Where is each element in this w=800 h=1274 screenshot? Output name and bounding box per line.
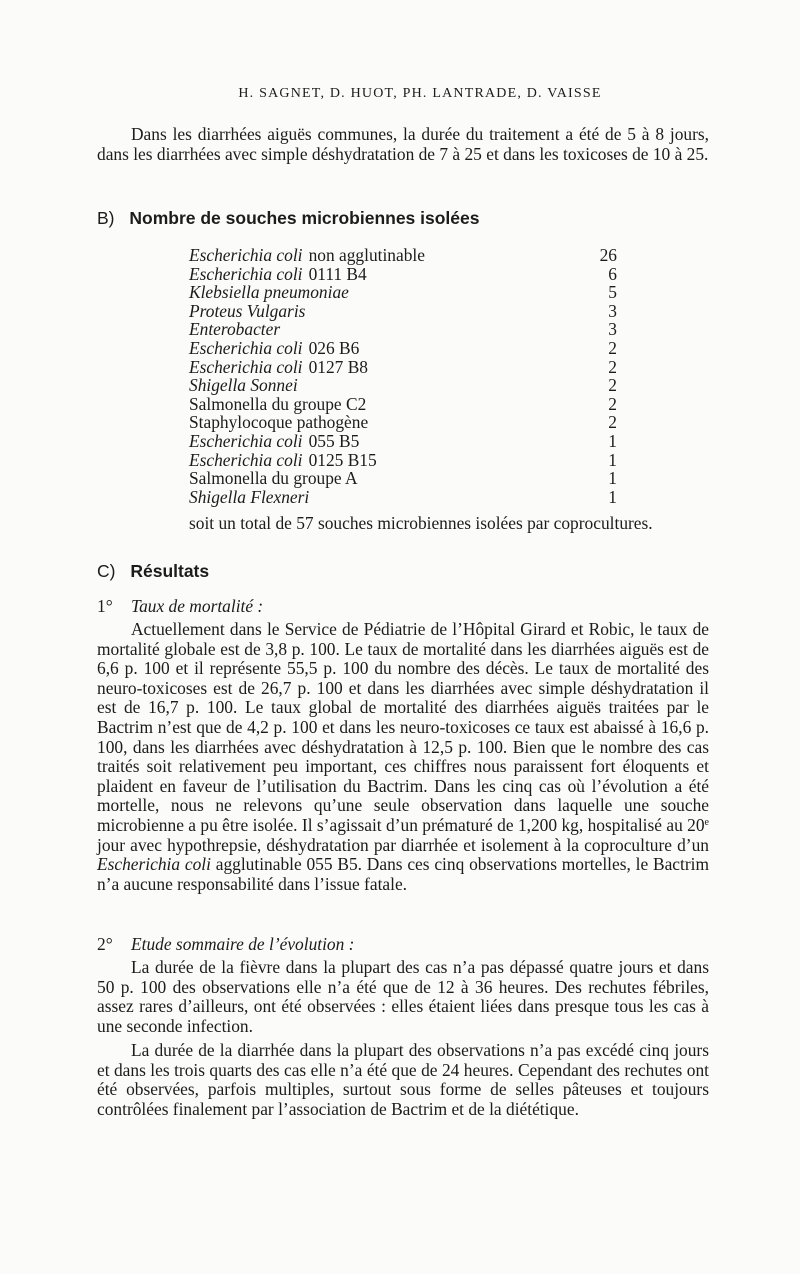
- strain-row: [189, 265, 617, 284]
- strain-count: 2: [608, 393, 617, 414]
- strain-row: [189, 339, 617, 358]
- subheading-mortality-title: Taux de mortalité :: [131, 596, 264, 616]
- subheading-mortality: [97, 596, 263, 617]
- strain-row: [189, 283, 617, 302]
- running-head: H. SAGNET, D. HUOT, PH. LANTRADE, D. VAISSE: [238, 86, 602, 101]
- strain-count: 1: [608, 486, 617, 507]
- strain-row: [189, 432, 617, 451]
- section-b-heading: [97, 208, 480, 229]
- intro-paragraph: Dans les diarrhées aiguës communes, la durée du traitement a été de 5 à 8 jours, dans les diarrhées avec simple déshydratation de 7 à 25 et dans les toxicoses de 10 à 25.: [97, 124, 709, 164]
- strain-genus: Escherichia coli: [189, 430, 303, 451]
- strain-genus: Enterobacter: [189, 319, 281, 340]
- strain-genus: Escherichia coli: [189, 449, 303, 470]
- strain-row: [189, 246, 617, 265]
- section-c-letter: C): [97, 561, 116, 581]
- strain-row: [189, 358, 617, 377]
- strain-suffix: Staphylocoque pathogène: [189, 412, 369, 433]
- evolution-paragraph-2: La durée de la diarrhée dans la plupart des observations n’a pas excédé cinq jours et dans les trois quarts des cas elle n’a été que de 24 heures. Cependant des rechutes ont été observées, parfois multiples, surtout sous forme de selles pâteuses et toujours contrôlées finalement par l’association de Bactrim et de la diététique.: [97, 1040, 709, 1119]
- strain-suffix: 0111 B4: [308, 263, 367, 284]
- strain-name: [189, 358, 368, 377]
- strain-name: [189, 320, 280, 339]
- strain-count: 2: [608, 375, 617, 396]
- mortality-paragraph: [97, 620, 709, 894]
- strain-suffix: 055 B5: [308, 430, 360, 451]
- strain-name: [189, 488, 309, 507]
- strain-genus: Escherichia coli: [189, 356, 303, 377]
- strain-count: 1: [608, 449, 617, 470]
- strains-total: soit un total de 57 souches microbiennes isolées par coprocultures.: [189, 513, 653, 533]
- strain-count: 3: [608, 319, 617, 340]
- strain-genus: Shigella Flexneri: [189, 486, 310, 507]
- strain-genus: Shigella Sonnei: [189, 375, 298, 396]
- mortality-text-3: agglutinable 055 B5. Dans ces cinq observations mortelles, le Bactrim n’a aucune responsabilité dans l’issue fatale.: [97, 854, 709, 894]
- strain-name: [189, 376, 298, 395]
- strain-suffix: 0125 B15: [308, 449, 377, 470]
- strain-count: 6: [608, 263, 617, 284]
- subheading-mortality-number: 1°: [97, 596, 113, 616]
- strain-name: [189, 395, 366, 414]
- mortality-text-1: Actuellement dans le Service de Pédiatrie de l’Hôpital Girard et Robic, le taux de mortalité globale est de 3,8 p. 100. Le taux de mortalité dans les diarrhées aiguës est de 6,6 p. 100 et il représente 55,5 p. 100 du nombre des décès. Le taux de mortalité des neuro-toxicoses est de 26,7 p. 100 et dans les diarrhées avec simple déshydratation il est de 16,7 p. 100. Le taux global de mortalité des diarrhées aiguës traitées par le Bactrim n’est que de 4,2 p. 100 et dans les neuro-toxicoses ce taux est abaissé à 16,6 p. 100, dans les diarrhées avec déshydratation à 12,5 p. 100. Bien que le nombre des cas traités soit relativement peu important, ces chiffres nous paraissent fort éloquents et plaident en faveur de l’utilisation du Bactrim. Dans les cinq cas où l’évolution a été mortelle, nous ne relevons qu’une seule observation dans laquelle une souche microbienne a pu être isolée. Il s’agissait d’un prématuré de 1,200 kg, hospitalisé au 20: [97, 619, 709, 835]
- section-b-letter: B): [97, 208, 115, 228]
- section-c-title: Résultats: [130, 561, 210, 581]
- section-b-title: Nombre de souches microbiennes isolées: [129, 208, 480, 228]
- subheading-evolution: [97, 934, 354, 955]
- strain-table: [189, 246, 617, 506]
- strain-name: [189, 339, 359, 358]
- strain-name: [189, 302, 305, 321]
- strain-count: 2: [608, 356, 617, 377]
- strain-count: 26: [599, 245, 617, 265]
- strain-name: [189, 246, 425, 265]
- strain-genus: Escherichia coli: [189, 337, 303, 358]
- mortality-text-2: jour avec hypothrepsie, déshydratation par diarrhée et isolement à la coproculture d’un: [97, 834, 709, 855]
- section-c-heading: [97, 561, 209, 582]
- mortality-italic-organism: Escherichia coli: [97, 854, 211, 875]
- subheading-evolution-number: 2°: [97, 934, 113, 954]
- strain-genus: Escherichia coli: [189, 245, 303, 265]
- strain-count: 5: [608, 282, 617, 303]
- strain-name: [189, 413, 368, 432]
- strain-suffix: non agglutinable: [308, 245, 425, 265]
- strain-row: [189, 376, 617, 395]
- strain-genus: Klebsiella pneumoniae: [189, 282, 349, 303]
- strain-name: [189, 432, 359, 451]
- strain-genus: Escherichia coli: [189, 263, 303, 284]
- strain-name: [189, 283, 349, 302]
- strain-row: [189, 488, 617, 507]
- strain-row: [189, 469, 617, 488]
- strain-count: 2: [608, 412, 617, 433]
- strain-count: 2: [608, 337, 617, 358]
- strain-genus: Proteus Vulgaris: [189, 300, 306, 321]
- strain-suffix: 0127 B8: [308, 356, 369, 377]
- strain-name: [189, 469, 358, 488]
- strain-row: [189, 413, 617, 432]
- evolution-paragraph-1: La durée de la fièvre dans la plupart des cas n’a pas dépassé quatre jours et dans 50 p. 100 des observations elle n’a été que de 12 à 36 heures. Des rechutes fébriles, assez rares d’ailleurs, ont été observées : elles étaient liées dans presque tous les cas à une seconde infection.: [97, 957, 709, 1036]
- strain-count: 3: [608, 300, 617, 321]
- strain-suffix: Salmonella du groupe C2: [189, 393, 367, 414]
- strain-count: 1: [608, 430, 617, 451]
- strain-suffix: 026 B6: [308, 337, 360, 358]
- strain-row: [189, 320, 617, 339]
- strain-count: 1: [608, 468, 617, 489]
- strain-name: [189, 451, 377, 470]
- strain-suffix: Salmonella du groupe A: [189, 468, 358, 489]
- strain-name: [189, 265, 367, 284]
- strain-row: [189, 395, 617, 414]
- subheading-evolution-title: Etude sommaire de l’évolution :: [131, 934, 355, 954]
- strain-row: [189, 302, 617, 321]
- strain-row: [189, 451, 617, 470]
- mortality-superscript: e: [704, 816, 709, 828]
